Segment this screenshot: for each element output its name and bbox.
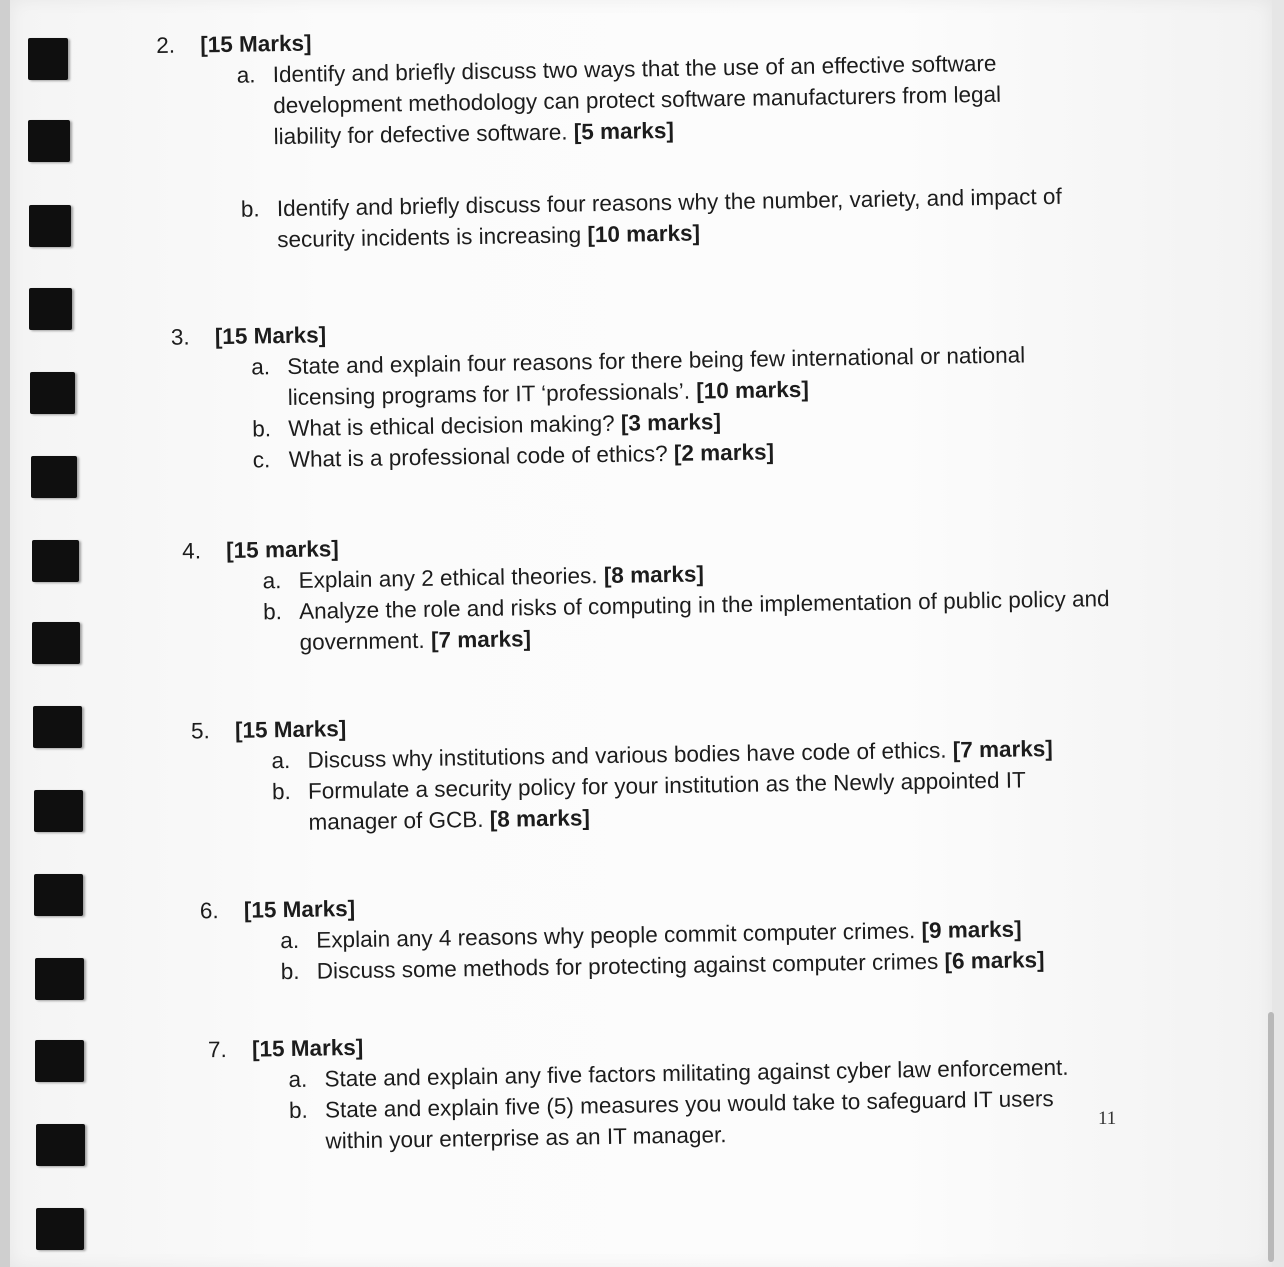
sub-question-letter: a. [251,354,271,380]
sub-question-letter: b. [240,196,260,222]
sub-question-text: Explain any 4 reasons why people commit computer crimes. [316,918,916,953]
sub-question-marks: [5 marks] [573,117,675,145]
binding-hole [35,958,84,1000]
sub-question-marks: [3 marks] [620,409,722,436]
sub-question-text: State and explain four reasons for there being few international or national licensing programs for IT ‘professionals’. [287,342,1026,410]
sub-question-letter: b. [271,778,291,805]
question-7 [208,1020,1134,1158]
question-marks: [15 Marks] [251,1034,364,1062]
sub-question-text: Identify and briefly discuss four reasons why the number, variety, and impact of security incidents is increasing [276,183,1062,253]
question-number: 6. [199,898,219,924]
question-marks: [15 Marks] [214,322,327,350]
question-6 [200,881,1131,989]
sub-question [236,46,1117,153]
sub-question-marks: [7 marks] [952,736,1054,763]
question-marks: [15 Marks] [200,30,312,58]
sub-question-marks: [10 marks] [696,376,810,404]
binding-hole [34,790,83,832]
binding-hole [30,372,75,414]
sub-question-marks: [8 marks] [603,561,705,589]
binding-hole [31,456,77,498]
sub-question-letter: a. [236,62,256,88]
left-edge [0,0,10,1267]
question-marks: [15 marks] [225,536,339,563]
spiral-binding [10,0,90,1267]
sub-question-text: What is a professional code of ethics? [288,441,668,472]
sub-question-letter: b. [288,1097,308,1124]
sub-question-marks: [2 marks] [673,439,775,466]
question-number: 7. [207,1037,227,1063]
binding-hole [28,120,70,162]
sub-question-text: Discuss some methods for protecting against computer crimes [316,948,939,984]
question-list [156,15,1134,1159]
sub-question-marks: [7 marks] [430,626,532,653]
binding-hole [34,874,83,916]
sub-question-marks: [9 marks] [921,916,1022,944]
question-3 [171,307,1123,477]
sub-question [263,583,1126,659]
question-5 [191,701,1129,840]
question-number: 5. [190,718,210,744]
question-2 [156,15,1119,257]
sub-question-text: Analyze the role and risks of computing in the implementation of public policy and government. [298,586,1110,655]
binding-hole [29,288,72,330]
binding-hole [36,1124,85,1166]
sub-question-marks: [8 marks] [489,805,591,832]
sub-question-letter: b. [262,599,283,625]
binding-hole [29,205,71,247]
sub-question-marks: [10 marks] [587,220,701,248]
question-marks: [15 Marks] [243,895,356,923]
sub-question-text: State and explain five (5) measures you would take to safeguard IT users within your enterprise as an IT manager. [324,1086,1054,1154]
scrollbar[interactable] [1268,1012,1274,1262]
sub-question-letter: a. [280,927,300,954]
sub-question-letter: c. [252,447,271,473]
page-number: 11 [1098,1108,1117,1129]
question-number: 3. [170,324,190,350]
binding-hole [36,1208,84,1250]
binding-hole [35,1040,84,1082]
binding-hole [33,706,82,748]
question-marks: [15 Marks] [234,716,347,743]
sub-question-text: Identify and briefly discuss two ways that the use of an effective software development methodology can protect software manufacturers from legal liability for defective software. [272,50,1002,150]
question-number: 4. [181,538,202,564]
sub-question-letter: b. [280,958,300,985]
binding-hole [32,622,80,664]
sub-question [272,763,1129,838]
sub-question-text: State and explain any five factors militating against cyber law enforcement. [324,1054,1069,1092]
sub-question-marks: [6 marks] [944,947,1045,974]
sub-question-text: Discuss why institutions and various bodies have code of ethics. [307,737,947,773]
sub-question-letter: a. [262,568,282,594]
binding-hole [32,540,79,582]
sub-question-letter: a. [271,747,291,774]
question-number: 2. [156,32,176,58]
sub-question-letter: a. [288,1066,308,1093]
sub-question [241,180,1120,256]
sub-question-text: Formulate a security policy for your institution as the Newly appointed IT manager of GCB. [307,767,1026,835]
sub-question-text: Explain any 2 ethical theories. [298,563,598,593]
sub-question-text: What is ethical decision making? [288,410,615,441]
sub-question-letter: b. [252,416,272,442]
sub-question [289,1082,1134,1157]
question-4 [182,521,1126,660]
binding-hole [28,38,68,80]
